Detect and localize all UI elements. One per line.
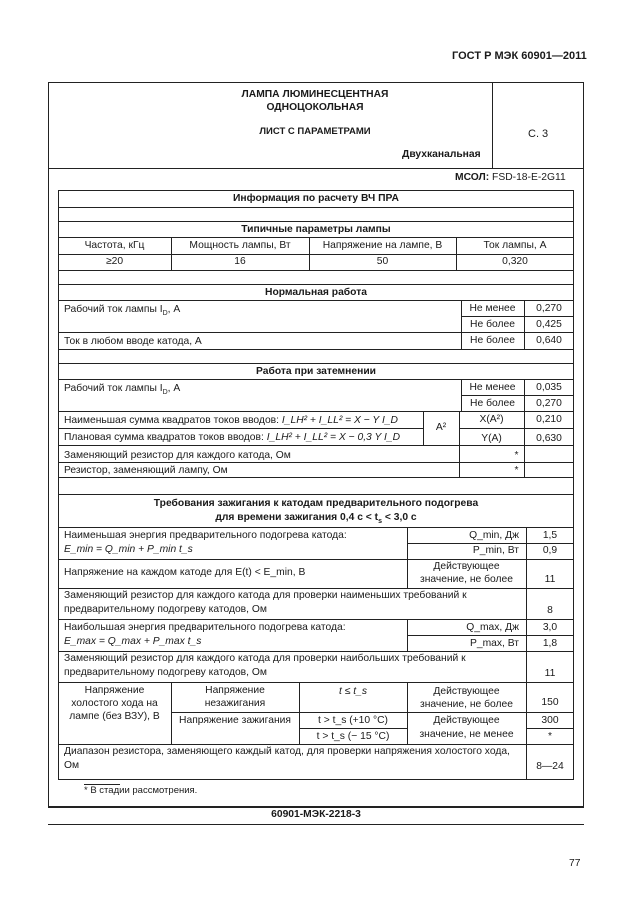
typical-value-current: 0,320 (502, 256, 528, 267)
range-label: Диапазон резистора, заменяющего каждый катод, для проверки напряжения холостого хода, Ом (64, 746, 510, 771)
typical-header-current: Ток лампы, А (483, 240, 547, 251)
qmax-label: Q_max, Дж (466, 622, 519, 633)
nonign-value: 150 (541, 697, 559, 708)
dimming-unit: A² (435, 422, 447, 433)
variant-label: Двухканальная (402, 149, 481, 160)
msol-label: МСОЛ: (455, 172, 490, 183)
normal-current-label: Рабочий ток лампы $I_D$, А (64, 304, 181, 318)
typical-header-power: Мощность лампы, Вт (189, 240, 291, 251)
cathode-voltage-value: 11 (544, 574, 556, 585)
res-min-label: Заменяющий резистор для каждого катода для проверки наименьших требований к предварительному подогреву катодов, Ом (64, 590, 467, 615)
document-code: 60901-МЭК-2218-3 (271, 809, 361, 820)
dimming-current-label: Рабочий ток лампы $I_D$, А (64, 383, 181, 397)
ign-condition-1: t > t_s (+10 °C) (318, 715, 388, 726)
sum-min-formula: I_LH² + I_LL² = X − Y I_D (281, 415, 398, 426)
ign-condition-2: t > t_s (− 15 °C) (316, 731, 390, 742)
qmax-value: 3,0 (542, 622, 558, 633)
ign-limit: Действующее значение, не менее (419, 715, 514, 740)
pmax-label: P_max, Вт (469, 638, 519, 649)
range-value: 8—24 (536, 761, 564, 772)
y-label: Y(A) (481, 433, 502, 444)
res-cathode-value: * (514, 450, 519, 461)
dimming-min-value: 0,035 (536, 382, 562, 393)
sum-min-label: Наименьшая сумма квадратов токов вводов: (64, 415, 279, 426)
page-ref: С. 3 (528, 128, 549, 140)
typical-value-frequency: ≥20 (105, 256, 124, 267)
nonign-limit: Действующее значение, не более (419, 686, 514, 710)
ignition-title-2: для времени зажигания 0,4 $с < t_s < 3,0$ с (215, 512, 417, 526)
dimming-max-label: Не более (470, 398, 515, 409)
nonign-condition: t ≤ t_s (339, 686, 367, 697)
title-line-2: ОДНОЦОКОЛЬНАЯ (266, 102, 364, 113)
typical-value-voltage: 50 (376, 256, 389, 267)
cathode-voltage-limit: Действующее значение, не более (419, 561, 514, 585)
sum-plan-row (64, 432, 400, 444)
footnote: * В стадии рассмотрения. (84, 785, 198, 796)
typical-header-frequency: Частота, кГц (84, 240, 145, 251)
normal-min-value: 0,270 (536, 303, 562, 314)
normal-title: Нормальная работа (265, 287, 367, 298)
ign-value-2: * (547, 731, 552, 742)
ign-value-1: 300 (541, 715, 559, 726)
emin-label: Наименьшая энергия предварительного подогрева катода: (64, 530, 347, 541)
ignition-title-1: Требования зажигания к катодам предварительного подогрева (153, 498, 479, 509)
res-lamp-value: * (514, 465, 519, 476)
emax-formula: E_max = Q_max + P_max t_s (64, 636, 202, 647)
sheet-title: ЛИСТ С ПАРАМЕТРАМИ (259, 126, 371, 137)
y-value: 0,630 (536, 433, 562, 444)
typical-header-voltage: Напряжение на лампе, В (322, 240, 443, 251)
typical-value-power: 16 (234, 256, 246, 267)
normal-lead-limit: Не более (470, 335, 515, 346)
res-lamp-label: Резистор, заменяющий лампу, Ом (64, 465, 228, 476)
res-max-value: 11 (544, 668, 556, 679)
qmin-value: 1,5 (542, 530, 558, 541)
ign-label: Напряжение зажигания (179, 715, 291, 726)
emax-label: Наибольшая энергия предварительного подогрева катода: (64, 622, 346, 633)
cathode-voltage-label: Напряжение на каждом катоде для E(t) < E_min, В (64, 567, 306, 578)
msol-line (455, 172, 566, 184)
typical-title: Типичные параметры лампы (241, 224, 391, 235)
qmin-label: Q_min, Дж (469, 530, 519, 541)
info-title: Информация по расчету ВЧ ПРА (233, 193, 399, 204)
dimming-max-value: 0,270 (536, 398, 562, 409)
sum-plan-formula: I_LH² + I_LL² = X − 0,3 Y I_D (266, 432, 401, 443)
pmin-value: 0,9 (542, 545, 558, 556)
res-min-value: 8 (547, 605, 553, 616)
dimming-min-label: Не менее (469, 382, 516, 393)
dimming-title: Работа при затемнении (256, 366, 376, 377)
normal-lead-value: 0,640 (536, 335, 562, 346)
sum-plan-label: Плановая сумма квадратов токов вводов: (64, 432, 264, 443)
res-max-label: Заменяющий резистор для каждого катода для проверки наибольших требований к предварительному подогреву катодов, Ом (64, 653, 466, 678)
pmin-label: P_min, Вт (472, 545, 519, 556)
ocv-label: Напряжение холостого хода на лампе (без ВЗУ), В (69, 685, 160, 722)
standard-header: ГОСТ Р МЭК 60901—2011 (452, 50, 587, 62)
x-value: 0,210 (536, 414, 562, 425)
x-label: X(A²) (479, 414, 504, 425)
pmax-value: 1,8 (542, 638, 558, 649)
emin-formula: E_min = Q_min + P_min t_s (64, 544, 193, 555)
nonign-label: Напряжение незажигания (204, 685, 266, 709)
normal-lead-label: Ток в любом вводе катода, А (64, 336, 202, 347)
res-cathode-label: Заменяющий резистор для каждого катода, Ом (64, 450, 291, 461)
title-line-1: ЛАМПА ЛЮМИНЕСЦЕНТНАЯ (241, 89, 389, 100)
normal-max-label: Не более (470, 319, 515, 330)
normal-min-label: Не менее (469, 303, 516, 314)
normal-max-value: 0,425 (536, 319, 562, 330)
sum-min-row (64, 415, 398, 427)
msol-code: FSD-18-E-2G11 (492, 172, 566, 183)
page-number: 77 (569, 858, 581, 869)
